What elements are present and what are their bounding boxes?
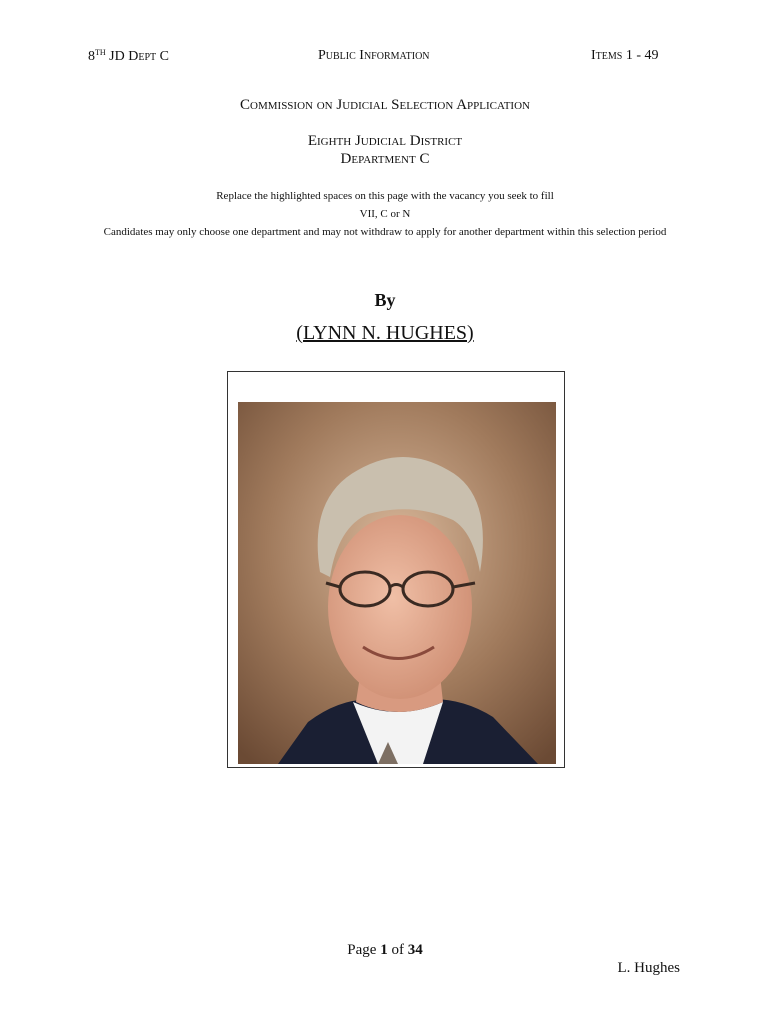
face-shape [328,515,472,699]
header-left-text: JD Dept C [105,49,169,64]
department-name: Department C [340,151,430,167]
applicant-name: (LYNN N. HUGHES) [296,322,474,344]
by-label: By [374,290,396,310]
header-center: Public Information [318,48,430,63]
header-left [88,48,169,65]
portrait-photo [238,402,556,764]
photo-frame [227,371,565,768]
document-title: Commission on Judicial Selection Application [240,97,530,113]
page-number [0,942,770,959]
header-left-number: 8 [88,49,95,64]
footer-name: L. Hughes [617,960,680,976]
page-current: 1 [380,942,388,958]
page-of: of [387,942,408,958]
page-total: 34 [407,942,423,958]
page-prefix: Page [347,942,381,958]
header-right: Items 1 - 49 [591,48,659,63]
vacancy-options-note: VII, C or N [359,208,411,220]
header-left-superscript: TH [95,48,106,57]
district-name: Eighth Judicial District [307,133,463,149]
instruction-note: Replace the highlighted spaces on this page with the vacancy you seek to fill [216,190,554,202]
candidate-restriction-note: Candidates may only choose one department and may not withdraw to apply for another department within this selection period [103,226,667,238]
